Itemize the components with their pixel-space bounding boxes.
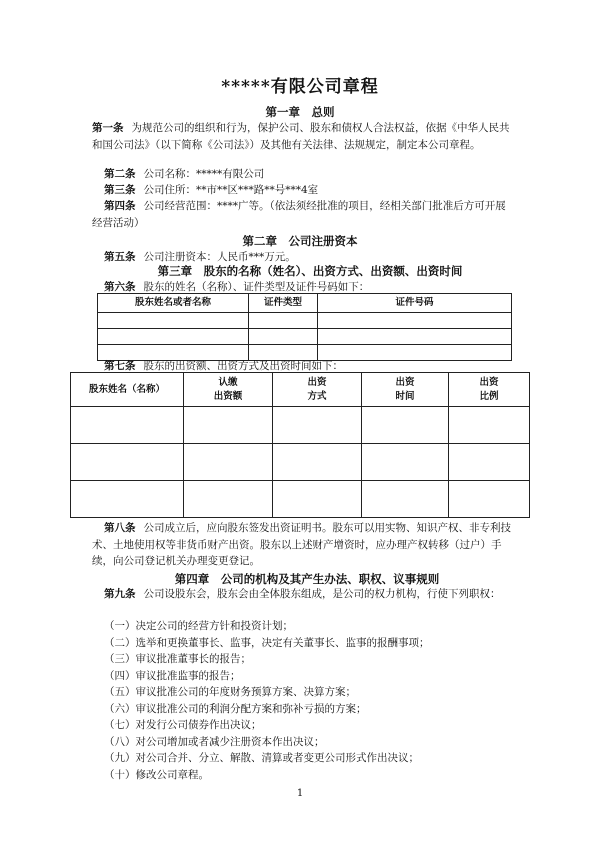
table-header-line: 股东姓名（名称） <box>88 383 165 395</box>
table-cell <box>449 481 530 518</box>
table-cell <box>318 345 512 361</box>
article-2-label: 第二条 <box>104 168 136 180</box>
table-header <box>449 373 530 407</box>
list-item: （五）审议批准公司的年度财务预算方案、决算方案； <box>104 686 356 698</box>
table-row <box>98 329 512 345</box>
capital-contribution-table <box>70 372 530 518</box>
chapter-2-heading: 第二章 公司注册资本 <box>242 234 358 248</box>
powers-list <box>104 618 430 783</box>
table-header-line: 比例 <box>479 390 499 402</box>
table-header-line: 方式 <box>307 390 327 402</box>
document-title: *****有限公司章程 <box>221 77 379 97</box>
list-item: （一）决定公司的经营方针和投资计划； <box>104 620 293 632</box>
article-3-text: 公司住所：**市**区***路**号***4室 <box>143 184 319 196</box>
table-header-line: 出资 <box>307 376 327 388</box>
page-number: 1 <box>296 788 304 799</box>
article-9-text: 公司设股东会，股东会由全体股东组成，是公司的权力机构，行使下列职权： <box>143 588 501 600</box>
table-header-line: 出资 <box>479 376 499 388</box>
article-2 <box>104 166 264 183</box>
table-cell <box>249 329 318 345</box>
article-1 <box>92 120 512 153</box>
table-cell <box>273 444 362 481</box>
article-9 <box>92 586 512 603</box>
table-cell <box>71 407 184 444</box>
article-5-label: 第五条 <box>104 251 136 263</box>
table-header-row <box>98 294 512 313</box>
article-4-label: 第四条 <box>104 200 136 212</box>
list-item: （二）选举和更换董事长、监事，决定有关董事长、监事的报酬事项； <box>104 636 430 649</box>
chapter-3-heading: 第三章 股东的名称（姓名）、出资方式、出资额、出资时间 <box>157 264 463 278</box>
table-header: 证件号码 <box>318 294 512 313</box>
table-row <box>71 481 530 518</box>
table-cell <box>184 481 273 518</box>
table-header <box>362 373 449 407</box>
table-header <box>71 373 184 407</box>
article-6-label: 第六条 <box>104 281 136 293</box>
table-cell <box>98 329 249 345</box>
article-8-label: 第八条 <box>104 522 136 534</box>
table-cell <box>449 407 530 444</box>
article-1-label: 第一条 <box>92 122 124 134</box>
list-item: （四）审议批准监事的报告； <box>104 669 241 682</box>
table-header-line: 认缴 <box>218 376 238 388</box>
list-item: （九）对公司合并、分立、解散、清算或者变更公司形式作出决议； <box>104 752 419 764</box>
table-header <box>273 373 362 407</box>
table-header <box>184 373 273 407</box>
table-cell <box>273 481 362 518</box>
article-6-text: 股东的姓名（名称）、证件类型及证件号码如下： <box>143 281 370 293</box>
article-7-text: 股东的出资额、出资方式及出资时间如下： <box>143 360 343 372</box>
table-cell <box>362 481 449 518</box>
table-cell <box>184 407 273 444</box>
article-9-label: 第九条 <box>104 588 136 600</box>
article-8 <box>92 520 512 570</box>
article-2-text: 公司名称：*****有限公司 <box>143 168 265 180</box>
table-cell <box>249 313 318 329</box>
table-cell <box>318 313 512 329</box>
table-header: 股东姓名或者名称 <box>98 294 249 313</box>
table-header-line: 出资额 <box>213 390 243 402</box>
table-cell <box>71 481 184 518</box>
table-row <box>98 313 512 329</box>
table-row <box>71 444 530 481</box>
article-7-label: 第七条 <box>104 360 136 372</box>
table-cell <box>71 444 184 481</box>
table-row <box>71 407 530 444</box>
article-8-text: 公司成立后，应向股东签发出资证明书。股东可以用实物、知识产权、非专利技术、土地使用权等非货币财产出资。股东以上述财产增资时，应办理产权转移（过户）手续，向公司登记机关办理变更登记。 <box>92 522 511 567</box>
table-cell <box>449 444 530 481</box>
table-cell <box>273 407 362 444</box>
table-cell <box>98 313 249 329</box>
chapter-4-heading: 第四章 公司的机构及其产生办法、职权、议事规则 <box>174 572 440 586</box>
table-cell <box>362 407 449 444</box>
table-cell <box>184 444 273 481</box>
article-1-text: 为规范公司的组织和行为，保护公司、股东和债权人合法权益，依据《中华人民共和国公司法》（以下简称《公司法》）及其他有关法律、法规规定，制定本公司章程。 <box>92 122 510 151</box>
article-4 <box>92 198 512 231</box>
article-4-text: 公司经营范围：****广等。（依法须经批准的项目，经相关部门批准后方可开展经营活动） <box>92 200 506 229</box>
table-header-line: 时间 <box>395 390 415 402</box>
list-item: （三）审议批准董事长的报告； <box>104 653 251 665</box>
table-cell <box>362 444 449 481</box>
table-header-line: 出资 <box>395 376 415 388</box>
list-item: （八）对公司增加或者减少注册资本作出决议； <box>104 735 325 748</box>
table-header-row <box>71 373 530 407</box>
shareholder-id-table <box>97 293 512 361</box>
list-item: （七）对发行公司债券作出决议； <box>104 719 262 731</box>
list-item: （十）修改公司章程。 <box>104 768 209 781</box>
article-3-label: 第三条 <box>104 184 136 196</box>
chapter-1-heading: 第一章 总则 <box>265 105 335 119</box>
table-cell <box>318 329 512 345</box>
article-5-text: 公司注册资本：人民币***万元。 <box>143 251 296 263</box>
list-item: （六）审议批准公司的利润分配方案和弥补亏损的方案； <box>104 702 367 715</box>
table-header: 证件类型 <box>249 294 318 313</box>
article-3 <box>104 182 318 199</box>
